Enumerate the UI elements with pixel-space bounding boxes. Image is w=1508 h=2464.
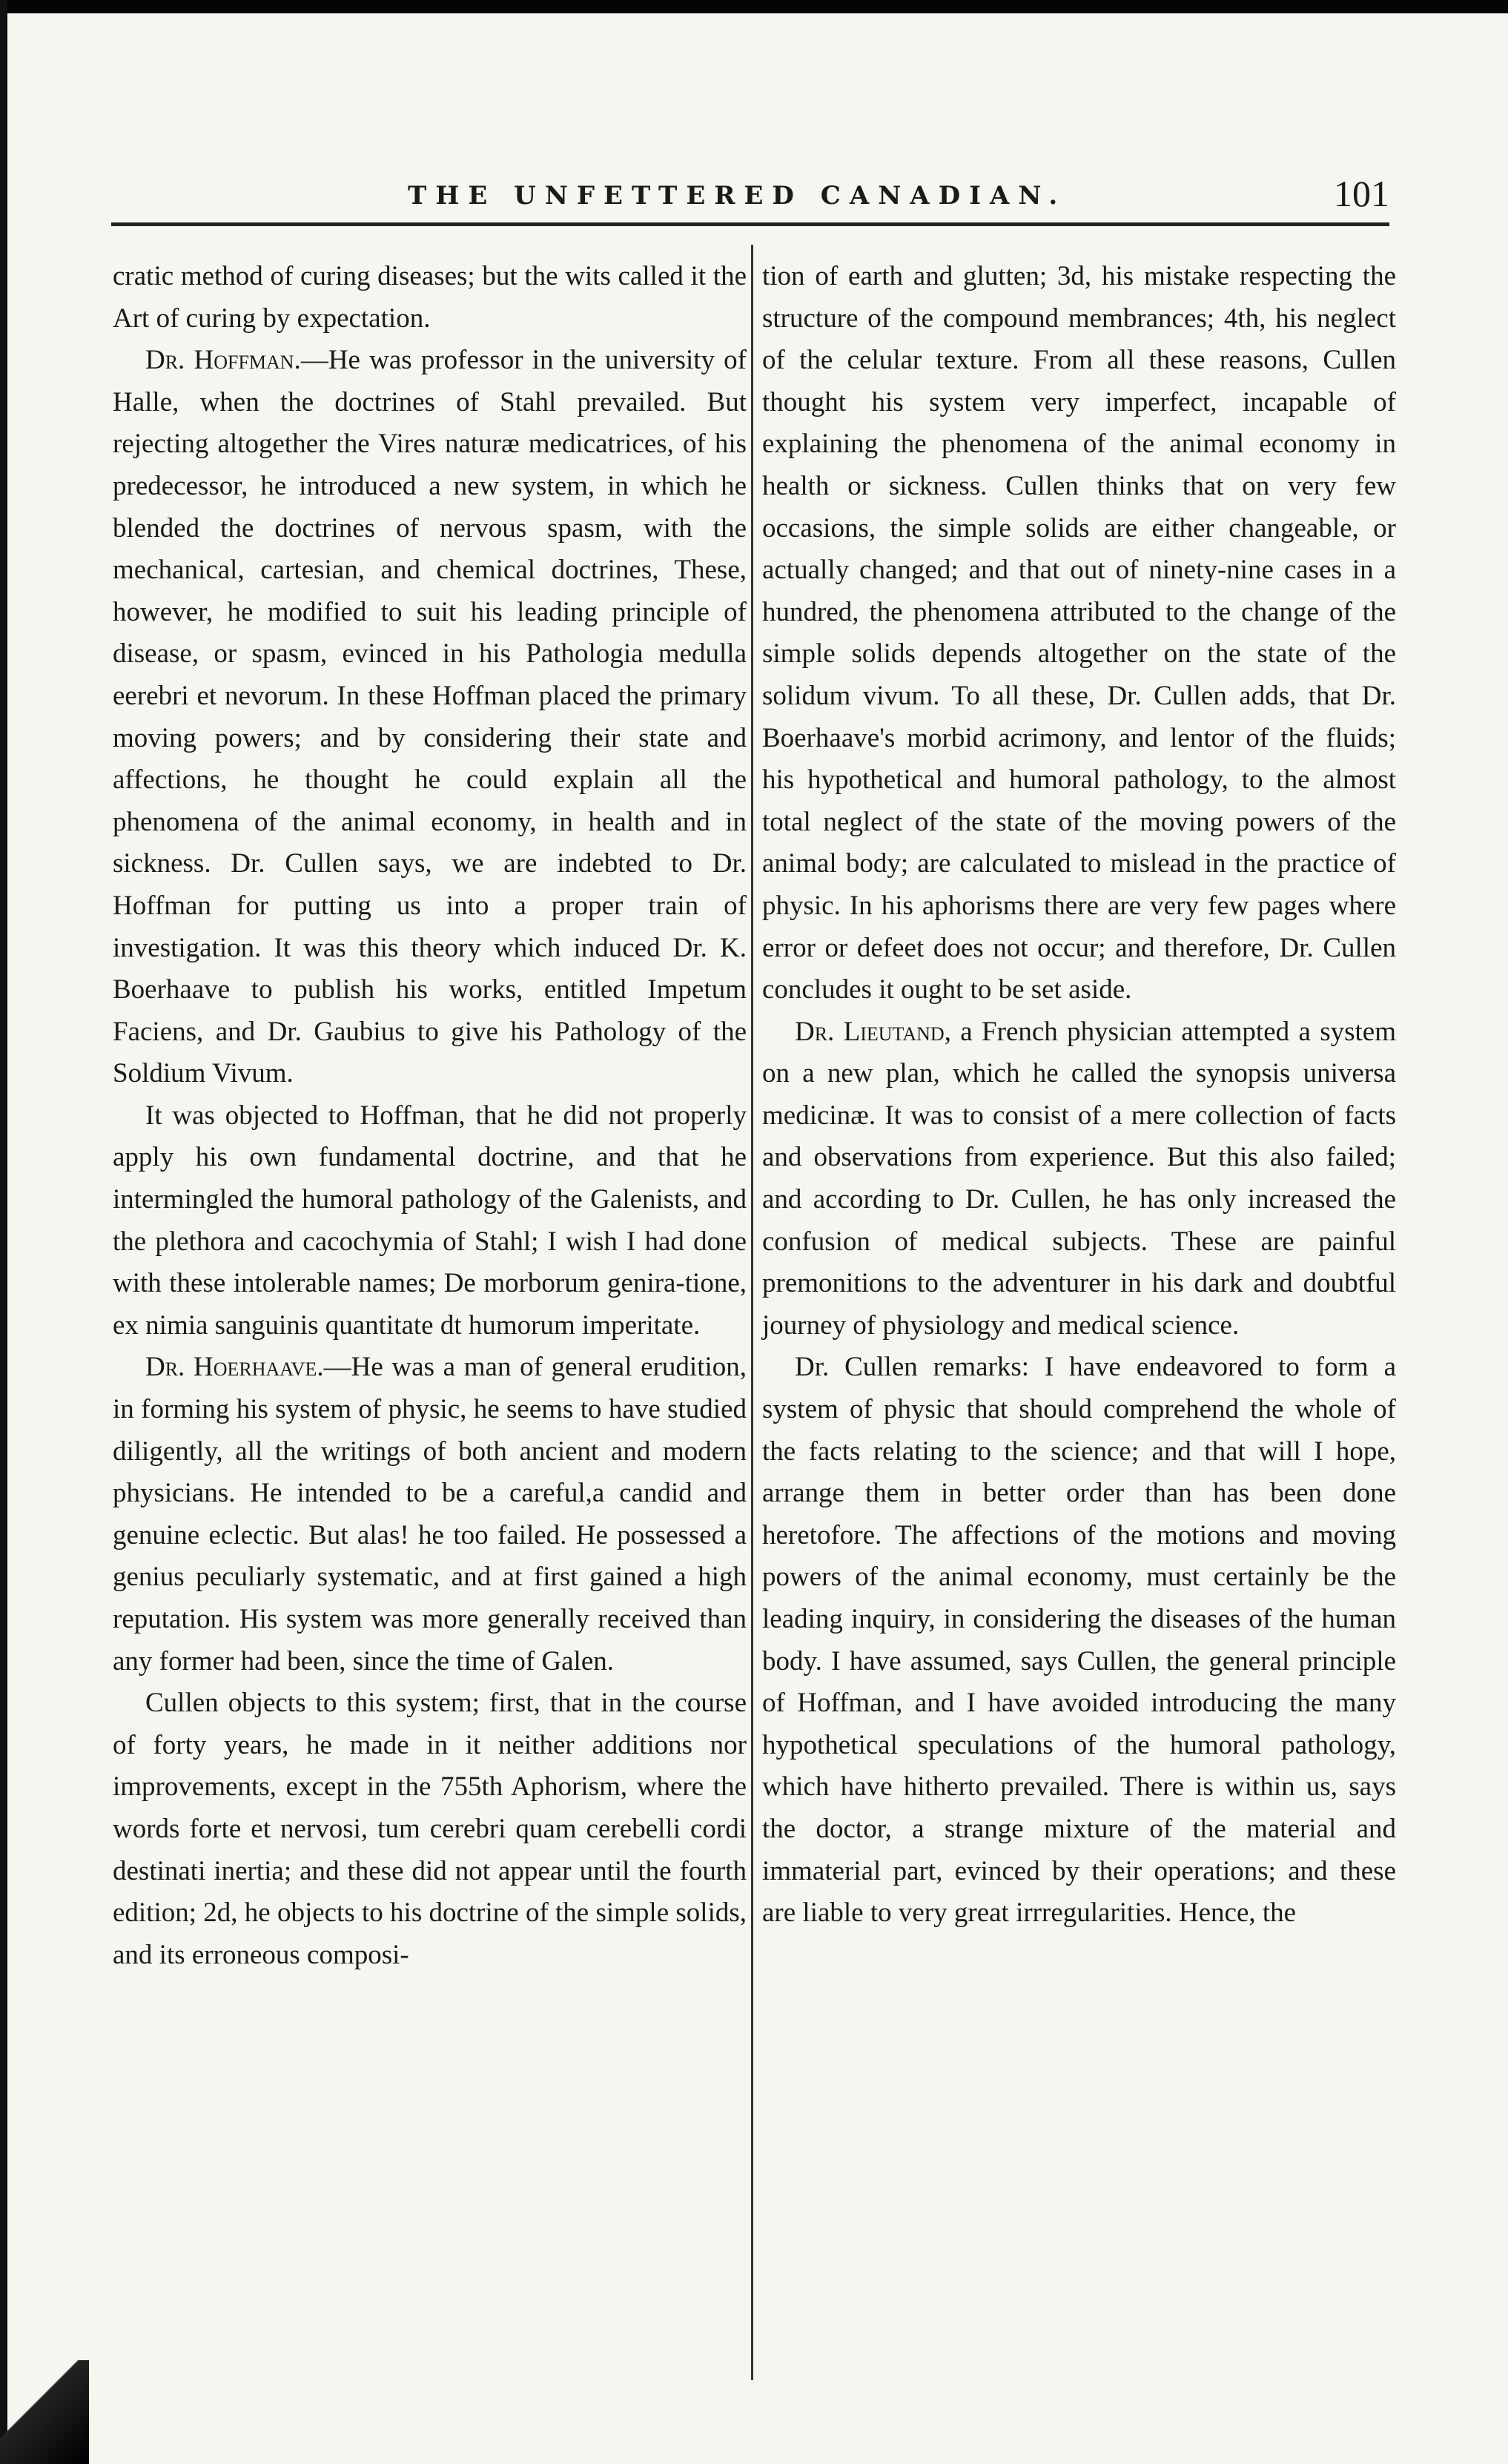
paragraph: It was objected to Hoffman, that he did not properly apply his own fundamental doctrine, and that he intermingled the humoral pathology of the Galenists, and the plethora and cacochymia of Stahl; I wish I had done with these intolerable names; De morborum genira-tione, ex nimia sanguinis quantitate dt humorum imperitate.: [113, 1100, 747, 1341]
scan-left-border: [0, 0, 7, 2464]
scan-corner-shadow: [0, 2360, 89, 2464]
page-number: 101: [1334, 173, 1389, 214]
header-rule: [111, 222, 1389, 226]
running-title: THE UNFETTERED CANADIAN.: [408, 181, 1067, 211]
section-heading: Dr. Lieutand,: [795, 1016, 951, 1047]
left-column: [113, 256, 747, 1976]
paragraph: tion of earth and glutten; 3d, his mistake respecting the structure of the compound membrances; 4th, his neglect of the celular texture. From all these reasons, Cullen thought his system very imperfect, incapable of explaining the phenomena of the animal economy in health or sickness. Cullen thinks that on very few occasions, the simple solids are either changeable, or actually changed; and that out of ninety-nine cases in a hundred, the phenomena attributed to the change of the simple solids depends altogether on the state of the solidum vivum. To all these, Dr. Cullen adds, that Dr. Boerhaave's morbid acrimony, and lentor of the fluids; his hypothetical and humoral pathology, to the almost total neglect of the state of the moving powers of the animal body; are calculated to mislead in the practice of physic. In his aphorisms there are very few pages where error or defeet does not occur; and therefore, Dr. Cullen concludes it ought to be set aside.: [762, 261, 1396, 1005]
running-header: [111, 172, 1389, 217]
section-heading: Dr. Hoerhaave.: [145, 1352, 324, 1383]
column-divider: [751, 245, 753, 2380]
right-column: [762, 256, 1396, 1935]
paragraph: Cullen objects to this system; first, that in the course of forty years, he made in it neither additions nor improvements, except in the 755th Aphorism, where the words forte et nervosi, tum cerebri quam cerebelli cordi destinati inertia; and these did not appear until the fourth edition; 2d, he objects to his doctrine of the simple solids, and its erroneous composi-: [113, 1688, 747, 1970]
paragraph: Dr. Hoffman.—He was professor in the university of Halle, when the doctrines of Stahl prevailed. But rejecting altogether the Vires naturæ medicatrices, of his predecessor, he introduced a new system, in which he blended the doctrines of nervous spasm, with the mechanical, cartesian, and chemical doctrines, These, however, he modified to suit his leading principle of disease, or spasm, evinced in his Pathologia medulla eerebri et nevorum. In these Hoffman placed the primary moving powers; and by considering their state and affections, he thought he could explain all the phenomena of the animal economy, in health and in sickness. Dr. Cullen says, we are indebted to Dr. Hoffman for putting us into a proper train of investigation. It was this theory which induced Dr. K. Boerhaave to publish his works, entitled Impetum Faciens, and Dr. Gaubius to give his Pathology of the Soldium Vivum.: [113, 345, 747, 1089]
section-heading: Dr. Hoffman.: [145, 345, 301, 376]
paragraph: cratic method of curing diseases; but the wits called it the Art of curing by expectation.: [113, 261, 747, 334]
paragraph: Dr. Lieutand, a French physician attempted a system on a new plan, which he called the synopsis universa medicinæ. It was to consist of a mere collection of facts and observations from experience. But this also failed; and according to Dr. Cullen, he has only increased the confusion of medical subjects. These are painful premonitions to the adventurer in his dark and doubtful journey of physiology and medical science.: [762, 1016, 1397, 1341]
paragraph: Dr. Cullen remarks: I have endeavored to form a system of physic that should comprehend the whole of the facts relating to the science; and that will I hope, arrange them in better order than has been done heretofore. The affections of the motions and moving powers of the animal economy, must certainly be the leading inquiry, in considering the diseases of the human body. I have assumed, says Cullen, the general principle of Hoffman, and I have avoided introducing the many hypothetical speculations of the humoral pathology, which have hitherto prevailed. There is within us, says the doctor, a strange mixture of the material and immaterial part, evinced by their operations; and these are liable to very great irrregularities. Hence, the: [762, 1352, 1396, 1929]
scan-top-border: [0, 0, 1508, 13]
paragraph: Dr. Hoerhaave.—He was a man of general erudition, in forming his system of physic, he seems to have studied diligently, all the writings of both ancient and modern physicians. He intended to be a careful,a candid and genuine eclectic. But alas! he too failed. He possessed a genius peculiarly systematic, and at first gained a high reputation. His system was more generally received than any former had been, since the time of Galen.: [113, 1352, 747, 1677]
